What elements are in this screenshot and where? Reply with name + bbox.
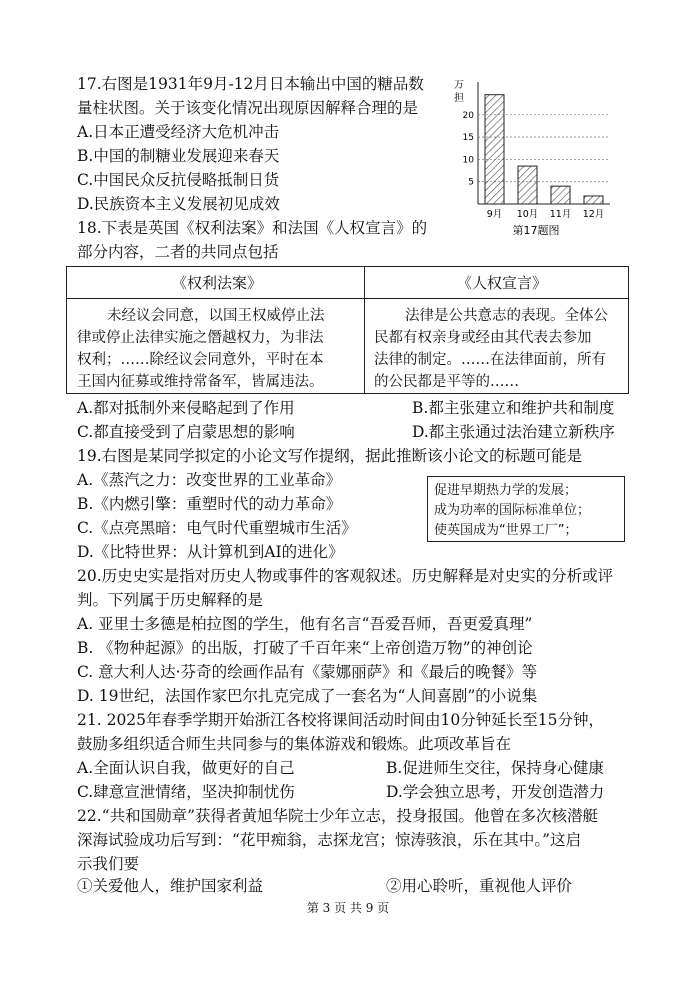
q17-option-d: D.民族资本主义发展初见成效: [77, 195, 280, 213]
q18-option-a: A.都对抵制外来侵略起到了作用: [77, 399, 295, 417]
chart-bar: [551, 186, 570, 204]
q22-stem-line2: 深海试验成功后写到：“花甲痴翁，志探龙宫；惊涛骇浪，乐在其中。”这启: [77, 831, 582, 849]
q21-option-d: D.学会独立思考，开发创造潜力: [386, 783, 605, 801]
table-right-line4: 的公民都是平等的……: [374, 374, 519, 390]
chart-bar: [485, 95, 504, 204]
q20-option-b: B. 《物种起源》的出版，打破了千百年来“上帝创造万物”的神创论: [77, 639, 533, 657]
q22-stem-line1: 22.“共和国勋章”获得者黄旭华院士少年立志，投身报国。他曾在多次核潜艇: [77, 807, 599, 825]
chart-title: 第17题图: [512, 224, 560, 237]
chart-bar: [518, 166, 537, 204]
chart-ylabel-line1: 万: [454, 80, 464, 91]
q18-option-c: C.都直接受到了启蒙思想的影响: [77, 423, 295, 441]
q17-bar-chart: [446, 74, 626, 239]
chart-xtick-label: 11月: [549, 209, 572, 220]
q19-option-a: A.《蒸汽之力：改变世界的工业革命》: [77, 471, 342, 489]
table-left-line1: 未经议会同意，以国王权威停止法: [107, 308, 325, 324]
chart-ytick-label: 5: [468, 177, 474, 188]
q20-stem-line1: 20.历史史实是指对历史人物或事件的客观叙述。历史解释是对史实的分析或评: [77, 567, 614, 585]
q19-option-d: D.《比特世界：从计算机到AI的进化》: [77, 543, 344, 561]
q19-option-b: B.《内燃引擎：重塑时代的动力革命》: [77, 495, 342, 513]
q17-stem-line2: 量柱状图。关于该变化情况出现原因解释合理的是: [77, 99, 419, 117]
table-header-bill-of-rights: 《权利法案》: [172, 274, 263, 292]
q20-stem-line2: 判。下列属于历史解释的是: [77, 591, 264, 609]
chart-ylabel-line2: 担: [454, 93, 464, 104]
chart-bar: [584, 196, 603, 204]
table-right-line2: 民都有权亲身或经由其代表去参加: [374, 330, 592, 346]
q19-option-c: C.《点亮黑暗：电气时代重塑城市生活》: [77, 519, 357, 537]
q21-option-b: B.促进师生交往，保持身心健康: [386, 759, 604, 777]
chart-xtick-label: 9月: [486, 209, 503, 220]
q17-option-a: A.日本正遭受经济大危机冲击: [77, 123, 280, 141]
q18-stem-line1: 18.下表是英国《权利法案》和法国《人权宣言》的: [77, 219, 428, 237]
q20-option-d: D. 19世纪，法国作家巴尔扎克完成了一套名为“人间喜剧”的小说集: [77, 687, 538, 705]
outline-line3: 使英国成为“世界工厂”；: [434, 523, 578, 538]
q21-option-c: C.肆意宣泄情绪，坚决抑制忧伤: [77, 783, 295, 801]
q19-stem: 19.右图是某同学拟定的小论文写作提纲，据此推断该小论文的标题可能是: [77, 447, 583, 465]
q17-option-b: B.中国的制糖业发展迎来春天: [77, 147, 280, 165]
q17-option-c: C.中国民众反抗侵略抵制日货: [77, 171, 280, 189]
chart-ytick-label: 20: [462, 110, 474, 121]
q21-option-a: A.全面认识自我，做更好的自己: [77, 759, 295, 777]
q18-comparison-table: [66, 266, 629, 394]
q22-option-2: ②用心聆听，重视他人评价: [386, 877, 573, 895]
q20-option-c: C. 意大利人达·芬奇的绘画作品有《蒙娜丽萨》和《最后的晚餐》等: [77, 663, 538, 681]
table-right-line3: 法律的制定。……在法律面前，所有: [374, 352, 606, 368]
q17-stem-line1: 17.右图是1931年9月-12月日本输出中国的糖品数: [77, 75, 424, 93]
table-left-line3: 权利；……除经议会同意外，平时在本: [77, 352, 324, 368]
q19-outline-box: [427, 476, 625, 542]
table-left-line2: 律或停止法律实施之僭越权力，为非法: [77, 330, 324, 346]
chart-ytick-label: 10: [462, 155, 474, 166]
q18-option-d: D.都主张通过法治建立新秩序: [412, 423, 615, 441]
chart-ytick-label: 15: [462, 133, 474, 144]
q20-option-a: A. 亚里士多德是柏拉图的学生，他有名言“吾爱吾师，吾更爱真理”: [77, 615, 533, 633]
chart-xtick-label: 10月: [516, 209, 539, 220]
q18-stem-line2: 部分内容，二者的共同点包括: [77, 243, 279, 261]
q18-option-b: B.都主张建立和维护共和制度: [412, 399, 615, 417]
q21-stem-line2: 鼓励多组织适合师生共同参与的集体游戏和锻炼。此项改革旨在: [77, 735, 512, 753]
outline-line1: 促进早期热力学的发展；: [434, 483, 578, 498]
page-footer: 第 3 页 共 9 页: [306, 901, 390, 915]
table-header-declaration: 《人权宣言》: [457, 274, 548, 292]
q21-stem-line1: 21. 2025年春季学期开始浙江各校将课间活动时间由10分钟延长至15分钟，: [77, 711, 604, 729]
table-right-line1: 法律是公共意志的表现。全体公: [405, 308, 608, 324]
q22-option-1: ①关爱他人，维护国家利益: [77, 877, 264, 895]
outline-line2: 成为功率的国际标准单位；: [434, 503, 591, 518]
q22-stem-line3: 示我们要: [77, 855, 140, 873]
chart-xtick-label: 12月: [582, 209, 605, 220]
table-left-line4: 王国内征募或维持常备军，皆属违法。: [77, 374, 324, 390]
